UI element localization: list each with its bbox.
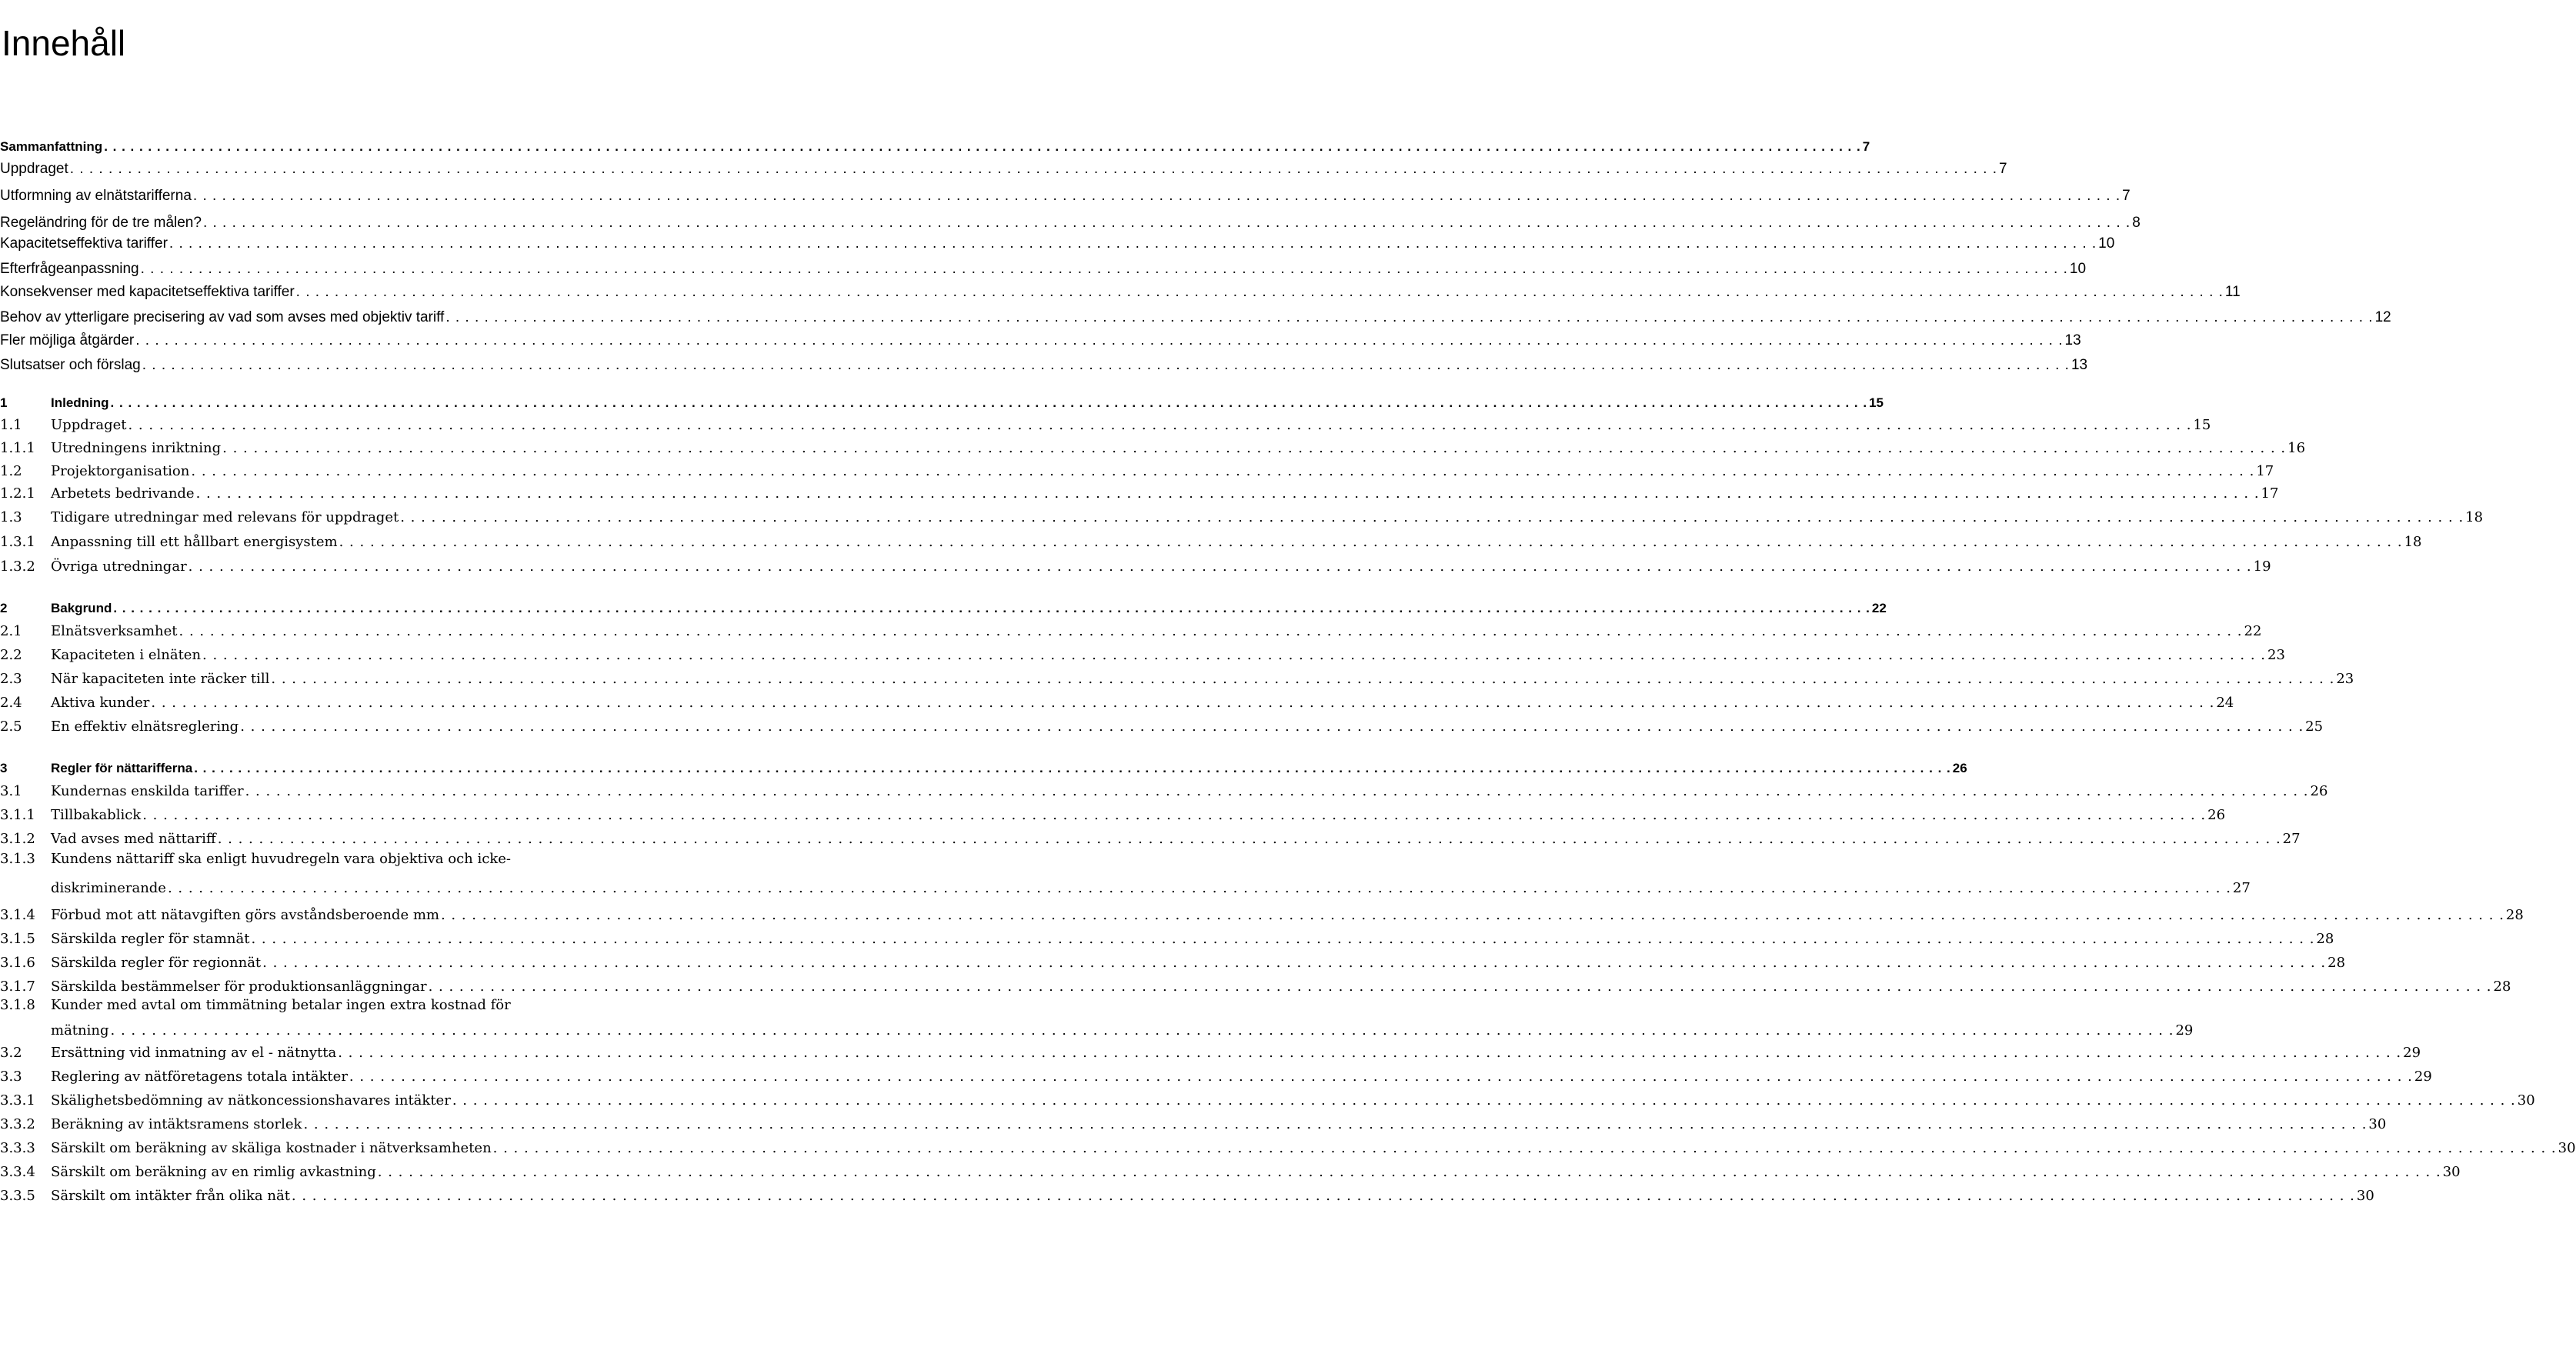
toc-entry-number: 1.2.1 bbox=[0, 485, 35, 502]
toc-entry-number: 3.1.1 bbox=[0, 807, 35, 823]
toc-entry-page-number: 23 bbox=[2336, 671, 2354, 687]
toc-entry-page-number: 30 bbox=[2517, 1092, 2535, 1109]
toc-entry-number: 3.1.5 bbox=[0, 931, 35, 947]
toc-entry-title: Vad avses med nättariff bbox=[51, 831, 216, 847]
toc-entry-number: 3.1.7 bbox=[0, 979, 35, 995]
toc-entry[interactable] bbox=[0, 974, 2511, 995]
toc-entry[interactable] bbox=[0, 505, 2484, 525]
toc-entry[interactable] bbox=[0, 328, 2081, 348]
toc-entry-title: Särskilt om beräkning av skäliga kostnader i nätverksamheten bbox=[51, 1140, 492, 1156]
toc-entry-title: Kapacitetseffektiva tariffer bbox=[0, 235, 168, 252]
toc-entry[interactable] bbox=[0, 690, 2234, 711]
toc-leader-dots: . . . . . . . . . . . . . . . . . . . . . . . . . . . . . . . . . . . . . . . . . . . . . . . . . . . . . . . . . . . . . . . . . . . . . . . . . . . . . . . . . . . . . . . . . . . . . . . . . . . . . . . . . . . . . . . . . . . . . . . . . . . . . . . . . . . . . . . . . . . . . . . . . . . . . . . . . . . . . . . . . . . . . . . . . . . . . . . . . . . . . . . . . . . . . . . . . . . . . . . . bbox=[262, 955, 2327, 971]
toc-leader-dots: . . . . . . . . . . . . . . . . . . . . . . . . . . . . . . . . . . . . . . . . . . . . . . . . . . . . . . . . . . . . . . . . . . . . . . . . . . . . . . . . . . . . . . . . . . . . . . . . . . . . . . . . . . . . . . . . . . . . . . . . . . . . . . . . . . . . . . . . . . . . . . . . . . . . . . . . . . . . . . . . . . . . . . . . . . . . . . . . . . . . . . . . . . . . . . . . . . . . . . . . bbox=[135, 332, 2064, 348]
toc-leader-dots: . . . . . . . . . . . . . . . . . . . . . . . . . . . . . . . . . . . . . . . . . . . . . . . . . . . . . . . . . . . . . . . . . . . . . . . . . . . . . . . . . . . . . . . . . . . . . . . . . . . . . . . . . . . . . . . . . . . . . . . . . . . . . . . . . . . . . . . . . . . . . . . . . . . . . . . . . . . . . . . . . . . . . . . . . . . . . . . . . . . . . . . . . . . . . . . . . . . . . . . . bbox=[492, 1140, 2557, 1156]
toc-entry-page-number: 26 bbox=[1952, 761, 1967, 775]
toc-entry[interactable] bbox=[0, 412, 2211, 433]
toc-entry-title: Efterfrågeanpassning bbox=[0, 261, 139, 277]
toc-entry-page-number: 23 bbox=[2267, 647, 2285, 663]
toc-entry-title: Slutsatser och förslag bbox=[0, 357, 141, 373]
toc-leader-dots: . . . . . . . . . . . . . . . . . . . . . . . . . . . . . . . . . . . . . . . . . . . . . . . . . . . . . . . . . . . . . . . . . . . . . . . . . . . . . . . . . . . . . . . . . . . . . . . . . . . . . . . . . . . . . . . . . . . . . . . . . . . . . . . . . . . . . . . . . . . . . . . . . . . . . . . . . . . . . . . . . . . . . . . . . . . . . . . . . . . . . . . . . . . . . . . . . . . . . . . . bbox=[194, 761, 1951, 775]
toc-entry-number: 3 bbox=[0, 761, 8, 775]
toc-entry-number: 3.3.1 bbox=[0, 1092, 35, 1109]
toc-entry-number: 1.3.1 bbox=[0, 534, 35, 550]
toc-entry[interactable] bbox=[0, 529, 2422, 550]
toc-entry-title: Uppdraget bbox=[51, 417, 127, 433]
toc-leader-dots: . . . . . . . . . . . . . . . . . . . . . . . . . . . . . . . . . . . . . . . . . . . . . . . . . . . . . . . . . . . . . . . . . . . . . . . . . . . . . . . . . . . . . . . . . . . . . . . . . . . . . . . . . . . . . . . . . . . . . . . . . . . . . . . . . . . . . . . . . . . . . . . . . . . . . . . . . . . . . . . . . . . . . . . . . . . . . . . . . . . . . . . . . . . . . . . . . . . . . . . . bbox=[140, 261, 2068, 277]
toc-entry-page-number: 29 bbox=[2414, 1069, 2432, 1085]
toc-leader-dots: . . . . . . . . . . . . . . . . . . . . . . . . . . . . . . . . . . . . . . . . . . . . . . . . . . . . . . . . . . . . . . . . . . . . . . . . . . . . . . . . . . . . . . . . . . . . . . . . . . . . . . . . . . . . . . . . . . . . . . . . . . . . . . . . . . . . . . . . . . . . . . . . . . . . . . . . . . . . . . . . . . . . . . . . . . . . . . . . . . . . . . . . . . . . . . . . . . . . . . . . bbox=[349, 1069, 2413, 1085]
toc-entry-page-number: 26 bbox=[2207, 807, 2226, 823]
toc-entry-page-number: 10 bbox=[2069, 261, 2087, 277]
toc-entry-title: Särskilda regler för stamnät bbox=[51, 931, 250, 947]
toc-entry-number: 2.3 bbox=[0, 671, 22, 687]
toc-leader-dots: . . . . . . . . . . . . . . . . . . . . . . . . . . . . . . . . . . . . . . . . . . . . . . . . . . . . . . . . . . . . . . . . . . . . . . . . . . . . . . . . . . . . . . . . . . . . . . . . . . . . . . . . . . . . . . . . . . . . . . . . . . . . . . . . . . . . . . . . . . . . . . . . . . . . . . . . . . . . . . . . . . . . . . . . . . . . . . . . . . . . . . . . . . . . . . . . . . . . . . . . bbox=[69, 161, 1997, 177]
toc-entry-page-number: 28 bbox=[2493, 979, 2511, 995]
toc-entry-title: Särskilda bestämmelser för produktionsanläggningar bbox=[51, 979, 427, 995]
toc-entry[interactable] bbox=[0, 755, 1967, 775]
toc-entry-title: Tillbakablick bbox=[51, 807, 142, 823]
toc-entry-title: Konsekvenser med kapacitetseffektiva tariffer bbox=[0, 284, 295, 300]
toc-entry-title: diskriminerande bbox=[51, 880, 166, 896]
toc-entry-number: 1.2 bbox=[0, 463, 22, 479]
toc-entry[interactable] bbox=[0, 902, 2524, 923]
toc-leader-dots: . . . . . . . . . . . . . . . . . . . . . . . . . . . . . . . . . . . . . . . . . . . . . . . . . . . . . . . . . . . . . . . . . . . . . . . . . . . . . . . . . . . . . . . . . . . . . . . . . . . . . . . . . . . . . . . . . . . . . . . . . . . . . . . . . . . . . . . . . . . . . . . . . . . . . . . . . . . . . . . . . . . . . . . . . . . . . . . . . . . . . . . . . . . . . . . . . . . . . . . . bbox=[440, 907, 2504, 923]
toc-entry-number: 1.3.2 bbox=[0, 558, 35, 575]
toc-entry[interactable] bbox=[0, 779, 2328, 799]
toc-entry-page-number: 19 bbox=[2253, 558, 2271, 575]
toc-entry-title: Regler för nättarifferna bbox=[51, 761, 193, 775]
toc-leader-dots: . . . . . . . . . . . . . . . . . . . . . . . . . . . . . . . . . . . . . . . . . . . . . . . . . . . . . . . . . . . . . . . . . . . . . . . . . . . . . . . . . . . . . . . . . . . . . . . . . . . . . . . . . . . . . . . . . . . . . . . . . . . . . . . . . . . . . . . . . . . . . . . . . . . . . . . . . . . . . . . . . . . . . . . . . . . . . . . . . . . . . . . . . . . . . . . . . . . . . . . . bbox=[167, 880, 2231, 896]
toc-entry-number: 1.1 bbox=[0, 417, 22, 433]
toc-entry-title: Inledning bbox=[51, 395, 109, 410]
toc-entry-number: 3.1.3 bbox=[0, 851, 35, 867]
toc-entry[interactable] bbox=[0, 826, 2301, 847]
toc-leader-dots: . . . . . . . . . . . . . . . . . . . . . . . . . . . . . . . . . . . . . . . . . . . . . . . . . . . . . . . . . . . . . . . . . . . . . . . . . . . . . . . . . . . . . . . . . . . . . . . . . . . . . . . . . . . . . . . . . . . . . . . . . . . . . . . . . . . . . . . . . . . . . . . . . . . . . . . . . . . . . . . . . . . . . . . . . . . . . . . . . . . . . . . . . . . . . . . . . . . . . . . . bbox=[110, 395, 1868, 410]
toc-entry-page-number: 26 bbox=[2310, 783, 2328, 799]
toc-entry[interactable] bbox=[0, 714, 2324, 735]
toc-entry[interactable] bbox=[0, 950, 2346, 971]
toc-leader-dots: . . . . . . . . . . . . . . . . . . . . . . . . . . . . . . . . . . . . . . . . . . . . . . . . . . . . . . . . . . . . . . . . . . . . . . . . . . . . . . . . . . . . . . . . . . . . . . . . . . . . . . . . . . . . . . . . . . . . . . . . . . . . . . . . . . . . . . . . . . . . . . . . . . . . . . . . . . . . . . . . . . . . . . . . . . . . . . . . . . . . . . . . . . . . . . . . . . . . . . . . bbox=[188, 558, 2252, 575]
toc-entry-title-first-line bbox=[0, 999, 511, 1012]
toc-entry-page-number: 18 bbox=[2465, 509, 2484, 525]
toc-entry-page-number: 27 bbox=[2282, 831, 2301, 847]
toc-leader-dots: . . . . . . . . . . . . . . . . . . . . . . . . . . . . . . . . . . . . . . . . . . . . . . . . . . . . . . . . . . . . . . . . . . . . . . . . . . . . . . . . . . . . . . . . . . . . . . . . . . . . . . . . . . . . . . . . . . . . . . . . . . . . . . . . . . . . . . . . . . . . . . . . . . . . . . . . . . . . . . . . . . . . . . . . . . . . . . . . . . . . . . . . . . . . . . . . . . . . . . . . bbox=[452, 1092, 2516, 1109]
toc-leader-dots: . . . . . . . . . . . . . . . . . . . . . . . . . . . . . . . . . . . . . . . . . . . . . . . . . . . . . . . . . . . . . . . . . . . . . . . . . . . . . . . . . . . . . . . . . . . . . . . . . . . . . . . . . . . . . . . . . . . . . . . . . . . . . . . . . . . . . . . . . . . . . . . . . . . . . . . . . . . . . . . . . . . . . . . . . . . . . . . . . . . . . . . . . . . . . . . . . . . . . . . . bbox=[142, 357, 2070, 373]
toc-entry-number: 3.3.2 bbox=[0, 1116, 35, 1132]
toc-entry-page-number: 11 bbox=[2224, 284, 2241, 300]
toc-entry-title: Skälighetsbedömning av nätkoncessionshavares intäkter bbox=[51, 1092, 451, 1109]
toc-entry-page-number: 24 bbox=[2216, 695, 2234, 711]
toc-entry-page-number: 13 bbox=[2064, 332, 2081, 348]
toc-leader-dots: . . . . . . . . . . . . . . . . . . . . . . . . . . . . . . . . . . . . . . . . . . . . . . . . . . . . . . . . . . . . . . . . . . . . . . . . . . . . . . . . . . . . . . . . . . . . . . . . . . . . . . . . . . . . . . . . . . . . . . . . . . . . . . . . . . . . . . . . . . . . . . . . . . . . . . . . . . . . . . . . . . . . . . . . . . . . . . . . . . . . . . . . . . . . . . . . . . . . . . . . bbox=[400, 509, 2464, 525]
toc-entry-page-number: 8 bbox=[2132, 215, 2141, 231]
toc-entry-title: mätning bbox=[51, 1022, 109, 1039]
toc-entry-number: 2.4 bbox=[0, 695, 22, 711]
toc-leader-dots: . . . . . . . . . . . . . . . . . . . . . . . . . . . . . . . . . . . . . . . . . . . . . . . . . . . . . . . . . . . . . . . . . . . . . . . . . . . . . . . . . . . . . . . . . . . . . . . . . . . . . . . . . . . . . . . . . . . . . . . . . . . . . . . . . . . . . . . . . . . . . . . . . . . . . . . . . . . . . . . . . . . . . . . . . . . . . . . . . . . . . . . . . . . . . . . . . . . . . . . . bbox=[291, 1188, 2355, 1204]
toc-entry[interactable] bbox=[0, 389, 1884, 410]
toc-leader-dots: . . . . . . . . . . . . . . . . . . . . . . . . . . . . . . . . . . . . . . . . . . . . . . . . . . . . . . . . . . . . . . . . . . . . . . . . . . . . . . . . . . . . . . . . . . . . . . . . . . . . . . . . . . . . . . . . . . . . . . . . . . . . . . . . . . . . . . . . . . . . . . . . . . . . . . . . . . . . . . . . . . . . . . . . . . . . . . . . . . . . . . . . . . . . . . . . . . . . . . . . bbox=[169, 235, 2097, 252]
toc-entry[interactable] bbox=[0, 666, 2354, 687]
toc-entry-page-number: 10 bbox=[2098, 235, 2115, 252]
toc-leader-dots: . . . . . . . . . . . . . . . . . . . . . . . . . . . . . . . . . . . . . . . . . . . . . . . . . . . . . . . . . . . . . . . . . . . . . . . . . . . . . . . . . . . . . . . . . . . . . . . . . . . . . . . . . . . . . . . . . . . . . . . . . . . . . . . . . . . . . . . . . . . . . . . . . . . . . . . . . . . . . . . . . . . . . . . . . . . . . . . . . . . . . . . . . . . . . . . . . . . . . . . . bbox=[222, 440, 2287, 456]
toc-entry-page-number: 12 bbox=[2374, 309, 2391, 325]
toc-leader-dots: . . . . . . . . . . . . . . . . . . . . . . . . . . . . . . . . . . . . . . . . . . . . . . . . . . . . . . . . . . . . . . . . . . . . . . . . . . . . . . . . . . . . . . . . . . . . . . . . . . . . . . . . . . . . . . . . . . . . . . . . . . . . . . . . . . . . . . . . . . . . . . . . . . . . . . . . . . . . . . . . . . . . . . . . . . . . . . . . . . . . . . . . . . . . . . . . . . . . . . . . bbox=[151, 695, 2215, 711]
toc-entry-title: Förbud mot att nätavgiften görs avståndsberoende mm bbox=[51, 907, 439, 923]
toc-entry[interactable] bbox=[0, 435, 2306, 456]
toc-entry-number: 3.1.4 bbox=[0, 907, 35, 923]
toc-entry[interactable] bbox=[0, 1064, 2432, 1085]
toc-leader-dots: . . . . . . . . . . . . . . . . . . . . . . . . . . . . . . . . . . . . . . . . . . . . . . . . . . . . . . . . . . . . . . . . . . . . . . . . . . . . . . . . . . . . . . . . . . . . . . . . . . . . . . . . . . . . . . . . . . . . . . . . . . . . . . . . . . . . . . . . . . . . . . . . . . . . . . . . . . . . . . . . . . . . . . . . . . . . . . . . . . . . . . . . . . . . . . . . . . . . . . . . bbox=[445, 309, 2374, 325]
toc-entry-title: Övriga utredningar bbox=[51, 558, 187, 575]
toc-entry[interactable] bbox=[0, 1040, 2421, 1061]
toc-leader-dots: . . . . . . . . . . . . . . . . . . . . . . . . . . . . . . . . . . . . . . . . . . . . . . . . . . . . . . . . . . . . . . . . . . . . . . . . . . . . . . . . . . . . . . . . . . . . . . . . . . . . . . . . . . . . . . . . . . . . . . . . . . . . . . . . . . . . . . . . . . . . . . . . . . . . . . . . . . . . . . . . . . . . . . . . . . . . . . . . . . . . . . . . . . . . . . . . . . . . . . . . bbox=[179, 623, 2243, 639]
toc-entry-page-number: 16 bbox=[2287, 440, 2306, 456]
toc-leader-dots: . . . . . . . . . . . . . . . . . . . . . . . . . . . . . . . . . . . . . . . . . . . . . . . . . . . . . . . . . . . . . . . . . . . . . . . . . . . . . . . . . . . . . . . . . . . . . . . . . . . . . . . . . . . . . . . . . . . . . . . . . . . . . . . . . . . . . . . . . . . . . . . . . . . . . . . . . . . . . . . . . . . . . . . . . . . . . . . . . . . . . . . . . . . . . . . . . . . . . . . . bbox=[128, 417, 2192, 433]
toc-entry-title: Beräkning av intäktsramens storlek bbox=[51, 1116, 302, 1132]
toc-entry-page-number: 13 bbox=[2070, 357, 2088, 373]
toc-entry-number: 2.5 bbox=[0, 719, 22, 735]
toc-leader-dots: . . . . . . . . . . . . . . . . . . . . . . . . . . . . . . . . . . . . . . . . . . . . . . . . . . . . . . . . . . . . . . . . . . . . . . . . . . . . . . . . . . . . . . . . . . . . . . . . . . . . . . . . . . . . . . . . . . . . . . . . . . . . . . . . . . . . . . . . . . . . . . . . . . . . . . . . . . . . . . . . . . . . . . . . . . . . . . . . . . . . . . . . . . . . . . . . . . . . . . . . bbox=[251, 931, 2315, 947]
toc-entry[interactable] bbox=[0, 554, 2271, 575]
toc-entry-title: Anpassning till ett hållbart energisystem bbox=[51, 534, 338, 550]
toc-entry[interactable] bbox=[0, 1183, 2374, 1204]
toc-entry-title: Särskilt om intäkter från olika nät bbox=[51, 1188, 290, 1204]
toc-entry-title: Utredningens inriktning bbox=[51, 440, 222, 456]
toc-entry[interactable] bbox=[0, 595, 1887, 615]
toc-entry-title: Kundens nättariff ska enligt huvudregeln vara objektiva och icke- bbox=[51, 851, 511, 867]
toc-leader-dots: . . . . . . . . . . . . . . . . . . . . . . . . . . . . . . . . . . . . . . . . . . . . . . . . . . . . . . . . . . . . . . . . . . . . . . . . . . . . . . . . . . . . . . . . . . . . . . . . . . . . . . . . . . . . . . . . . . . . . . . . . . . . . . . . . . . . . . . . . . . . . . . . . . . . . . . . . . . . . . . . . . . . . . . . . . . . . . . . . . . . . . . . . . . . . . . . . . . . . . . . bbox=[192, 188, 2121, 204]
toc-leader-dots: . . . . . . . . . . . . . . . . . . . . . . . . . . . . . . . . . . . . . . . . . . . . . . . . . . . . . . . . . . . . . . . . . . . . . . . . . . . . . . . . . . . . . . . . . . . . . . . . . . . . . . . . . . . . . . . . . . . . . . . . . . . . . . . . . . . . . . . . . . . . . . . . . . . . . . . . . . . . . . . . . . . . . . . . . . . . . . . . . . . . . . . . . . . . . . . . . . . . . . . . bbox=[217, 831, 2281, 847]
toc-entry-title: Bakgrund bbox=[51, 601, 112, 615]
toc-leader-dots: . . . . . . . . . . . . . . . . . . . . . . . . . . . . . . . . . . . . . . . . . . . . . . . . . . . . . . . . . . . . . . . . . . . . . . . . . . . . . . . . . . . . . . . . . . . . . . . . . . . . . . . . . . . . . . . . . . . . . . . . . . . . . . . . . . . . . . . . . . . . . . . . . . . . . . . . . . . . . . . . . . . . . . . . . . . . . . . . . . . . . . . . . . . . . . . . . . . . . . . . bbox=[338, 1045, 2402, 1061]
toc-entry-title: När kapaciteten inte räcker till bbox=[51, 671, 270, 687]
toc-entry-number: 1 bbox=[0, 395, 8, 410]
toc-entry[interactable] bbox=[0, 231, 2115, 252]
toc-entry-number: 3.1 bbox=[0, 783, 22, 799]
toc-entry-number: 3.3.4 bbox=[0, 1164, 35, 1180]
toc-leader-dots: . . . . . . . . . . . . . . . . . . . . . . . . . . . . . . . . . . . . . . . . . . . . . . . . . . . . . . . . . . . . . . . . . . . . . . . . . . . . . . . . . . . . . . . . . . . . . . . . . . . . . . . . . . . . . . . . . . . . . . . . . . . . . . . . . . . . . . . . . . . . . . . . . . . . . . . . . . . . . . . . . . . . . . . . . . . . . . . . . . . . . . . . . . . . . . . . . . . . . . . . bbox=[195, 485, 2260, 502]
toc-entry[interactable] bbox=[0, 305, 2391, 325]
toc-entry-page-number: 30 bbox=[2442, 1164, 2461, 1180]
toc-entry-title: Elnätsverksamhet bbox=[51, 623, 178, 639]
toc-entry[interactable] bbox=[0, 1088, 2535, 1109]
toc-entry[interactable] bbox=[0, 1112, 2387, 1132]
toc-entry[interactable] bbox=[0, 156, 2007, 177]
toc-entry-title-first-line bbox=[0, 852, 511, 866]
toc-entry-title: Arbetets bedrivande bbox=[51, 485, 195, 502]
toc-entry-number: 3.1.8 bbox=[0, 997, 35, 1013]
toc-leader-dots: . . . . . . . . . . . . . . . . . . . . . . . . . . . . . . . . . . . . . . . . . . . . . . . . . . . . . . . . . . . . . . . . . . . . . . . . . . . . . . . . . . . . . . . . . . . . . . . . . . . . . . . . . . . . . . . . . . . . . . . . . . . . . . . . . . . . . . . . . . . . . . . . . . . . . . . . . . . . . . . . . . . . . . . . . . . . . . . . . . . . . . . . . . . . . . . . . . . . . . . . bbox=[245, 783, 2309, 799]
toc-entry-title: Tidigare utredningar med relevans för uppdraget bbox=[51, 509, 399, 525]
toc-leader-dots: . . . . . . . . . . . . . . . . . . . . . . . . . . . . . . . . . . . . . . . . . . . . . . . . . . . . . . . . . . . . . . . . . . . . . . . . . . . . . . . . . . . . . . . . . . . . . . . . . . . . . . . . . . . . . . . . . . . . . . . . . . . . . . . . . . . . . . . . . . . . . . . . . . . . . . . . . . . . . . . . . . . . . . . . . . . . . . . . . . . . . . . . . . . . . . . . . . . . . . . . bbox=[110, 1022, 2174, 1039]
toc-entry-title: Behov av ytterligare precisering av vad som avses med objektiv tariff bbox=[0, 309, 445, 325]
toc-entry-title: Kundernas enskilda tariffer bbox=[51, 783, 244, 799]
toc-entry-title: Ersättning vid inmatning av el - nätnytta bbox=[51, 1045, 337, 1061]
toc-leader-dots: . . . . . . . . . . . . . . . . . . . . . . . . . . . . . . . . . . . . . . . . . . . . . . . . . . . . . . . . . . . . . . . . . . . . . . . . . . . . . . . . . . . . . . . . . . . . . . . . . . . . . . . . . . . . . . . . . . . . . . . . . . . . . . . . . . . . . . . . . . . . . . . . . . . . . . . . . . . . . . . . . . . . . . . . . . . . . . . . . . . . . . . . . . . . . . . . . . . . . . . . bbox=[191, 463, 2255, 479]
toc-entry[interactable] bbox=[0, 642, 2285, 663]
toc-entry-title: Sammanfattning bbox=[0, 139, 103, 154]
toc-entry[interactable] bbox=[0, 1018, 2194, 1039]
toc-entry-title: Kapaciteten i elnäten bbox=[51, 647, 202, 663]
toc-leader-dots: . . . . . . . . . . . . . . . . . . . . . . . . . . . . . . . . . . . . . . . . . . . . . . . . . . . . . . . . . . . . . . . . . . . . . . . . . . . . . . . . . . . . . . . . . . . . . . . . . . . . . . . . . . . . . . . . . . . . . . . . . . . . . . . . . . . . . . . . . . . . . . . . . . . . . . . . . . . . . . . . . . . . . . . . . . . . . . . . . . . . . . . . . . . . . . . . . . . . . . . . bbox=[202, 647, 2266, 663]
toc-entry[interactable] bbox=[0, 256, 2087, 277]
toc-entry-title: Utformning av elnätstarifferna bbox=[0, 188, 192, 204]
toc-entry-number: 2.2 bbox=[0, 647, 22, 663]
toc-entry-page-number: 7 bbox=[1862, 139, 1870, 154]
toc-entry-page-number: 15 bbox=[2193, 417, 2211, 433]
toc-entry-title: En effektiv elnätsreglering bbox=[51, 719, 239, 735]
toc-entry-title: Fler möjliga åtgärder bbox=[0, 332, 135, 348]
toc-entry-page-number: 17 bbox=[2256, 463, 2274, 479]
toc-entry-title: Projektorganisation bbox=[51, 463, 190, 479]
toc-entry-page-number: 18 bbox=[2404, 534, 2422, 550]
toc-entry-title: Särskilt om beräkning av en rimlig avkastning bbox=[51, 1164, 376, 1180]
toc-entry[interactable] bbox=[0, 1159, 2461, 1180]
toc-entry-title: Uppdraget bbox=[0, 161, 68, 177]
toc-entry-page-number: 29 bbox=[2175, 1022, 2194, 1039]
toc-entry-title: Reglering av nätföretagens totala intäkter bbox=[51, 1069, 348, 1085]
toc-entry[interactable] bbox=[0, 481, 2279, 502]
toc-entry-title: Aktiva kunder bbox=[51, 695, 150, 711]
toc-entry-page-number: 17 bbox=[2261, 485, 2279, 502]
toc-entry-number: 3.2 bbox=[0, 1045, 22, 1061]
toc-entry-page-number: 30 bbox=[2356, 1188, 2374, 1204]
toc-entry-page-number: 7 bbox=[2122, 188, 2131, 204]
toc-entry-page-number: 28 bbox=[2327, 955, 2346, 971]
toc-entry-number: 3.1.6 bbox=[0, 955, 35, 971]
toc-entry-number: 3.1.2 bbox=[0, 831, 35, 847]
toc-entry[interactable] bbox=[0, 1135, 2576, 1156]
toc-entry-page-number: 29 bbox=[2403, 1045, 2421, 1061]
toc-entry-number: 2 bbox=[0, 601, 8, 615]
toc-entry-title: Regeländring för de tre målen? bbox=[0, 215, 202, 231]
toc-entry[interactable] bbox=[0, 133, 1870, 154]
toc-leader-dots: . . . . . . . . . . . . . . . . . . . . . . . . . . . . . . . . . . . . . . . . . . . . . . . . . . . . . . . . . . . . . . . . . . . . . . . . . . . . . . . . . . . . . . . . . . . . . . . . . . . . . . . . . . . . . . . . . . . . . . . . . . . . . . . . . . . . . . . . . . . . . . . . . . . . . . . . . . . . . . . . . . . . . . . . . . . . . . . . . . . . . . . . . . . . . . . . . . . . . . . . bbox=[104, 139, 1861, 154]
toc-entry[interactable] bbox=[0, 183, 2131, 204]
toc-entry-page-number: 7 bbox=[1998, 161, 2007, 177]
toc-entry[interactable] bbox=[0, 802, 2226, 823]
toc-entry[interactable] bbox=[0, 279, 2241, 300]
toc-entry[interactable] bbox=[0, 875, 2251, 896]
page-title: Innehåll bbox=[2, 22, 126, 63]
toc-entry-title: Särskilda regler för regionnät bbox=[51, 955, 262, 971]
toc-leader-dots: . . . . . . . . . . . . . . . . . . . . . . . . . . . . . . . . . . . . . . . . . . . . . . . . . . . . . . . . . . . . . . . . . . . . . . . . . . . . . . . . . . . . . . . . . . . . . . . . . . . . . . . . . . . . . . . . . . . . . . . . . . . . . . . . . . . . . . . . . . . . . . . . . . . . . . . . . . . . . . . . . . . . . . . . . . . . . . . . . . . . . . . . . . . . . . . . . . . . . . . . bbox=[271, 671, 2335, 687]
toc-leader-dots: . . . . . . . . . . . . . . . . . . . . . . . . . . . . . . . . . . . . . . . . . . . . . . . . . . . . . . . . . . . . . . . . . . . . . . . . . . . . . . . . . . . . . . . . . . . . . . . . . . . . . . . . . . . . . . . . . . . . . . . . . . . . . . . . . . . . . . . . . . . . . . . . . . . . . . . . . . . . . . . . . . . . . . . . . . . . . . . . . . . . . . . . . . . . . . . . . . . . . . . . bbox=[428, 979, 2492, 995]
toc-entry[interactable] bbox=[0, 926, 2334, 947]
toc-entry-title: Kunder med avtal om timmätning betalar ingen extra kostnad för bbox=[51, 997, 511, 1013]
toc-entry-page-number: 27 bbox=[2232, 880, 2251, 896]
toc-entry[interactable] bbox=[0, 458, 2274, 479]
toc-leader-dots: . . . . . . . . . . . . . . . . . . . . . . . . . . . . . . . . . . . . . . . . . . . . . . . . . . . . . . . . . . . . . . . . . . . . . . . . . . . . . . . . . . . . . . . . . . . . . . . . . . . . . . . . . . . . . . . . . . . . . . . . . . . . . . . . . . . . . . . . . . . . . . . . . . . . . . . . . . . . . . . . . . . . . . . . . . . . . . . . . . . . . . . . . . . . . . . . . . . . . . . . bbox=[339, 534, 2403, 550]
toc-entry-number: 3.3.3 bbox=[0, 1140, 35, 1156]
toc-leader-dots: . . . . . . . . . . . . . . . . . . . . . . . . . . . . . . . . . . . . . . . . . . . . . . . . . . . . . . . . . . . . . . . . . . . . . . . . . . . . . . . . . . . . . . . . . . . . . . . . . . . . . . . . . . . . . . . . . . . . . . . . . . . . . . . . . . . . . . . . . . . . . . . . . . . . . . . . . . . . . . . . . . . . . . . . . . . . . . . . . . . . . . . . . . . . . . . . . . . . . . . . bbox=[142, 807, 2207, 823]
toc-leader-dots: . . . . . . . . . . . . . . . . . . . . . . . . . . . . . . . . . . . . . . . . . . . . . . . . . . . . . . . . . . . . . . . . . . . . . . . . . . . . . . . . . . . . . . . . . . . . . . . . . . . . . . . . . . . . . . . . . . . . . . . . . . . . . . . . . . . . . . . . . . . . . . . . . . . . . . . . . . . . . . . . . . . . . . . . . . . . . . . . . . . . . . . . . . . . . . . . . . . . . . . . bbox=[295, 284, 2224, 300]
toc-leader-dots: . . . . . . . . . . . . . . . . . . . . . . . . . . . . . . . . . . . . . . . . . . . . . . . . . . . . . . . . . . . . . . . . . . . . . . . . . . . . . . . . . . . . . . . . . . . . . . . . . . . . . . . . . . . . . . . . . . . . . . . . . . . . . . . . . . . . . . . . . . . . . . . . . . . . . . . . . . . . . . . . . . . . . . . . . . . . . . . . . . . . . . . . . . . . . . . . . . . . . . . . bbox=[303, 1116, 2367, 1132]
toc-entry-page-number: 28 bbox=[2505, 907, 2524, 923]
toc-leader-dots: . . . . . . . . . . . . . . . . . . . . . . . . . . . . . . . . . . . . . . . . . . . . . . . . . . . . . . . . . . . . . . . . . . . . . . . . . . . . . . . . . . . . . . . . . . . . . . . . . . . . . . . . . . . . . . . . . . . . . . . . . . . . . . . . . . . . . . . . . . . . . . . . . . . . . . . . . . . . . . . . . . . . . . . . . . . . . . . . . . . . . . . . . . . . . . . . . . . . . . . . bbox=[113, 601, 1870, 615]
toc-entry-number: 3.3.5 bbox=[0, 1188, 35, 1204]
toc-entry[interactable] bbox=[0, 352, 2088, 373]
toc-entry-number: 1.1.1 bbox=[0, 440, 35, 456]
toc-entry-page-number: 30 bbox=[2558, 1140, 2576, 1156]
toc-leader-dots: . . . . . . . . . . . . . . . . . . . . . . . . . . . . . . . . . . . . . . . . . . . . . . . . . . . . . . . . . . . . . . . . . . . . . . . . . . . . . . . . . . . . . . . . . . . . . . . . . . . . . . . . . . . . . . . . . . . . . . . . . . . . . . . . . . . . . . . . . . . . . . . . . . . . . . . . . . . . . . . . . . . . . . . . . . . . . . . . . . . . . . . . . . . . . . . . . . . . . . . . bbox=[202, 215, 2131, 231]
toc-entry-page-number: 22 bbox=[2244, 623, 2262, 639]
toc-entry-number: 1.3 bbox=[0, 509, 22, 525]
toc-entry-page-number: 25 bbox=[2305, 719, 2324, 735]
toc-entry-page-number: 30 bbox=[2368, 1116, 2387, 1132]
toc-leader-dots: . . . . . . . . . . . . . . . . . . . . . . . . . . . . . . . . . . . . . . . . . . . . . . . . . . . . . . . . . . . . . . . . . . . . . . . . . . . . . . . . . . . . . . . . . . . . . . . . . . . . . . . . . . . . . . . . . . . . . . . . . . . . . . . . . . . . . . . . . . . . . . . . . . . . . . . . . . . . . . . . . . . . . . . . . . . . . . . . . . . . . . . . . . . . . . . . . . . . . . . . bbox=[377, 1164, 2441, 1180]
toc-entry[interactable] bbox=[0, 210, 2141, 231]
toc-entry-page-number: 22 bbox=[1871, 601, 1887, 615]
toc-entry-page-number: 28 bbox=[2316, 931, 2334, 947]
toc-leader-dots: . . . . . . . . . . . . . . . . . . . . . . . . . . . . . . . . . . . . . . . . . . . . . . . . . . . . . . . . . . . . . . . . . . . . . . . . . . . . . . . . . . . . . . . . . . . . . . . . . . . . . . . . . . . . . . . . . . . . . . . . . . . . . . . . . . . . . . . . . . . . . . . . . . . . . . . . . . . . . . . . . . . . . . . . . . . . . . . . . . . . . . . . . . . . . . . . . . . . . . . . bbox=[240, 719, 2304, 735]
toc-entry-number: 2.1 bbox=[0, 623, 22, 639]
toc-entry-page-number: 15 bbox=[1869, 395, 1884, 410]
toc-entry[interactable] bbox=[0, 618, 2262, 639]
toc-entry-number: 3.3 bbox=[0, 1069, 22, 1085]
